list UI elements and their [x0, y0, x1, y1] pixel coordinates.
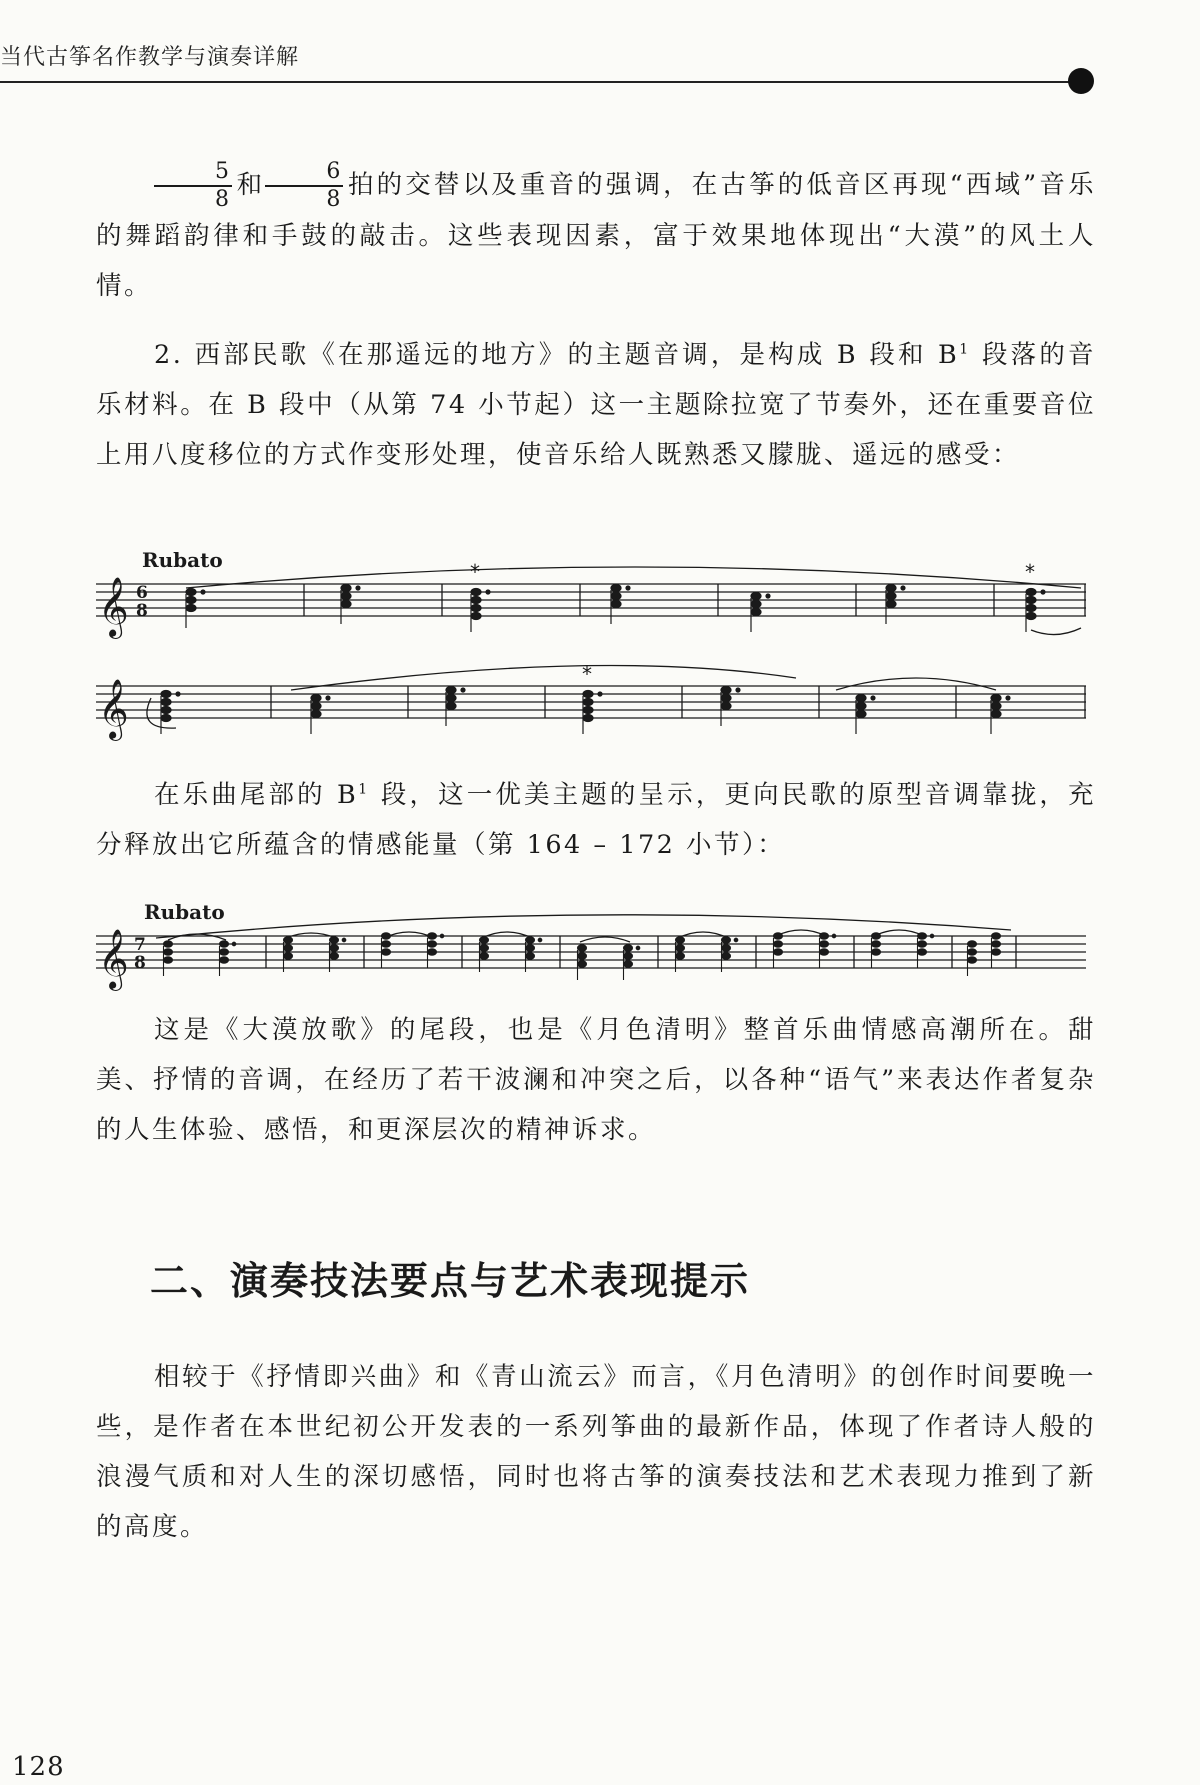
fraction-joiner: 和: [236, 170, 266, 200]
header-rule: [0, 81, 1080, 83]
paragraph-3-text-a: 在乐曲尾部的 B: [154, 780, 359, 810]
paragraph-3-text-b: 段，这一优美主题的呈示，更向民歌的原型音调靠拢，充分释放出它所蕴含的情感能量（第 164 – 172 小节）：: [96, 780, 1096, 860]
paragraph-5: [96, 1352, 1096, 1552]
header-dot-ornament: [1068, 68, 1094, 94]
svg-text:8: 8: [134, 953, 146, 973]
paragraph-2-text-b: 段落的音乐材料。在 B 段中（从第 74 小节起）这一主题除拉宽了节奏外，还在重要音位上用八度移位的方式作变形处理，使音乐给人既熟悉又朦胧、遥远的感受：: [96, 340, 1096, 470]
accent-mark: *: [1025, 560, 1035, 584]
tempo-marking: Rubato: [144, 900, 225, 924]
section-heading: 二、演奏技法要点与艺术表现提示: [150, 1259, 751, 1303]
running-header: 当代古筝名作教学与演奏详解: [0, 45, 300, 70]
paragraph-4-text: 这是《大漠放歌》的尾段，也是《月色清明》整首乐曲情感高潮所在。甜美、抒情的音调，在经历了若干波澜和冲突之后，以各种“语气”来表达作者复杂的人生体验、感悟，和更深层次的精神诉求。: [96, 1015, 1096, 1145]
svg-text:𝄞: 𝄞: [98, 577, 129, 637]
svg-text:𝄞: 𝄞: [98, 929, 129, 989]
paragraph-4: [96, 1005, 1096, 1155]
score-excerpt-2: [96, 900, 1096, 1000]
paragraph-3: [96, 770, 1096, 870]
tempo-marking: Rubato: [142, 548, 223, 572]
accent-mark: *: [470, 560, 480, 584]
score-excerpt-1: [96, 548, 1096, 748]
page-number: 128: [12, 1752, 65, 1782]
score-1-notation: [96, 548, 1096, 748]
svg-text:8: 8: [136, 601, 148, 621]
svg-text:𝄞: 𝄞: [98, 679, 129, 739]
fraction-denominator: 8: [326, 187, 341, 212]
fraction-six-eighths: [265, 161, 343, 211]
score-2-notation: [96, 900, 1096, 1000]
svg-text:7: 7: [134, 935, 146, 955]
superscript: 1: [959, 341, 971, 358]
paragraph-2-text-a: 2. 西部民歌《在那遥远的地方》的主题音调，是构成 B 段和 B: [154, 340, 960, 370]
paragraph-1-text: 拍的交替以及重音的强调，在古筝的低音区再现“西域”音乐的舞蹈韵律和手鼓的敲击。这些表现因素，富于效果地体现出“大漠”的风土人情。: [96, 170, 1096, 301]
svg-text:6: 6: [136, 583, 148, 603]
fraction-numerator: 5: [154, 161, 232, 187]
fraction-five-eighths: [154, 161, 232, 211]
fraction-denominator: 8: [215, 187, 229, 212]
superscript: 1: [358, 781, 370, 798]
fraction-numerator: 6: [265, 161, 343, 187]
paragraph-1: [96, 160, 1096, 311]
paragraph-5-text: 相较于《抒情即兴曲》和《青山流云》而言，《月色清明》的创作时间要晚一些，是作者在本世纪初公开发表的一系列筝曲的最新作品，体现了作者诗人般的浪漫气质和对人生的深切感悟，同时也将古筝的演奏技法和艺术表现力推到了新的高度。: [96, 1362, 1096, 1542]
paragraph-2: [96, 330, 1096, 480]
accent-mark: *: [582, 662, 592, 686]
